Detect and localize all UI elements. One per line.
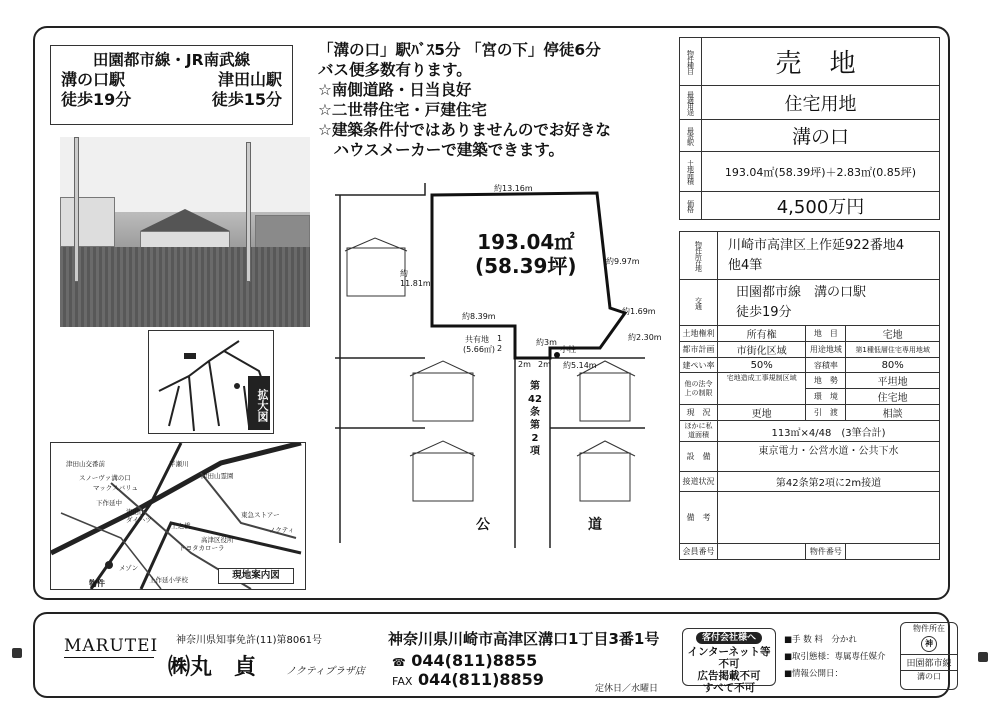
land-category-value: 宅地 [846,326,940,342]
phone-icon: ☎ [392,656,406,669]
fax-label: FAX [392,675,413,688]
road-article-label [528,380,542,458]
location-line1: 川崎市高津区上作延922番地4 [728,237,905,253]
fax [392,670,544,689]
deal-type-line: ■取引態様：専属専任媒介 [784,652,886,662]
traffic-line2: 徒歩19分 [736,304,792,320]
station-value: 溝の口 [702,120,940,152]
dim-label: 約8.39m [462,312,496,321]
map-label: 上作延小学校 [149,576,188,584]
price-label: 価格 [680,192,702,220]
dim-label: 約2.30m [628,333,662,342]
environment-label: 環 境 [806,389,846,405]
use-value: 住宅用地 [702,86,940,120]
holiday-info: 定休日／水曜日 [595,684,659,694]
land-area-value: 193.04㎡(58.39坪)＋2.83㎡(0.85坪) [702,152,940,192]
dim-label: 約5.14m [563,361,597,370]
status-label: 現 況 [680,405,718,421]
logo-underline [64,657,154,658]
stamp-line: すべて不可 [702,682,756,694]
delivery-value: 相談 [846,405,940,421]
map-label: スノーヴァ溝の口 [79,474,131,482]
site-photo [60,137,310,327]
road-article-char: 条 [530,407,540,418]
map-label: マックスバリュ [93,484,138,492]
lot-area-tsubo: (58.39坪) [475,254,577,278]
feature-line: 「溝の口」駅ﾊﾞｽ5分 「宮の下」停徒6分 [318,41,601,59]
road-article-char: 2 [531,433,539,444]
pillar-label: 小柱 [560,345,576,354]
map-label: 津田山 [126,508,146,516]
right-value: 所有権 [718,326,806,342]
prefecture-badge: 神 [921,636,937,652]
note-value [718,492,940,544]
map-label: 東急ストアー [241,511,280,519]
map-label: メゾン [119,564,139,572]
release-date-line: ■情報公開日： [784,669,844,679]
walk-a: 徒歩19分 [61,90,132,109]
zoning-label: 用途地域 [806,342,846,358]
phone-number: 044(811)8855 [411,651,538,670]
terrain-label: 地 勢 [806,373,846,389]
stamp-line: 広告掲載不可 [697,670,761,682]
stamp-heading: 客付会社様へ [696,632,762,644]
map-label: トヨタカローラ [179,544,225,552]
lines-title: 田園都市線・JR南武線 [92,51,251,69]
edge-mark-left [12,648,22,658]
road-article-char: 第 [530,381,540,392]
facility-value: 東京電力・公営水道・公共下水 [718,442,940,472]
member-no-label: 会員番号 [680,544,718,560]
use-label: 最適用途 [680,86,702,120]
property-summary-table [679,37,940,220]
other-law-label: 他の法令上の制限 [680,373,718,405]
coverage-label: 建ぺい率 [680,358,718,373]
type-value: 売 地 [702,38,940,86]
private-road-label: ほかに私道面積 [680,421,718,442]
shared-ratio-top: 1 [497,334,503,343]
station-label: 最寄駅 [680,120,702,152]
zoning-value: 第1種低層住宅専用地域 [846,342,940,358]
walk-b: 徒歩15分 [211,90,282,109]
map-label: ダイハツ [126,516,152,524]
station-b: 津田山駅 [217,70,282,89]
location-value [718,232,940,280]
feature-line: ハウスメーカーで建築できます。 [318,141,564,159]
company-logo: MARUTEI [64,636,159,656]
dim-label: 約1.69m [622,307,656,316]
stamp-line: インターネット等不可 [687,646,771,670]
private-road-value: 113㎡×4/48 (3筆合計) [718,421,940,442]
map-label: 津田山霊園 [201,472,234,480]
feature-line: ☆南側道路・日当良好 [318,81,472,99]
location-index-line: 田園都市線 [901,654,957,671]
lot-area [475,230,577,278]
delivery-label: 引 渡 [806,405,846,421]
member-no-value [718,544,806,560]
photo-house [60,197,115,247]
license-number: 神奈川県知事免許(11)第8061号 [176,635,322,646]
price-value: 4,500万円 [702,192,940,220]
feature-list [318,40,673,160]
map-label: 下作延中 [96,499,122,507]
map-label: 高津区役所 [201,536,234,544]
dim-label: 約3m [536,338,557,347]
map-label: 上之橋 [171,522,191,530]
feature-line: バス便多数有ります。 [318,61,472,79]
photo-pole [246,142,251,282]
shared-land-area: (5.66㎡) [463,345,496,354]
dim-label: 約13.16m [494,184,533,193]
note-label: 備 考 [680,492,718,544]
photo-pole [74,137,79,282]
road-article-char: 42 [528,394,542,405]
lot-area-m2: 193.04㎡ [477,230,575,254]
type-label: 物件種目 [680,38,702,86]
coverage-value: 50% [718,358,806,373]
terrain-value: 平坦地 [846,373,940,389]
feature-line: ☆二世帯住宅・戸建住宅 [318,101,487,119]
facility-label: 設 備 [680,442,718,472]
location-index-station: 溝の口 [917,672,941,681]
edge-mark-right [978,652,988,662]
dim-label: 約9.97m [606,257,640,266]
other-law-value: 宅地造成工事規制区域 [718,373,806,405]
transaction-terms [784,632,886,683]
photo-ground [60,247,310,327]
dim-label: 約11.81m [400,269,431,288]
public-road-label: 公 [476,517,490,533]
public-road-label: 道 [588,517,602,533]
traffic-line1: 田園都市線 溝の口駅 [736,284,867,300]
station-box [50,45,293,125]
road-article-char: 第 [530,420,540,431]
agent-notice-stamp [682,628,776,694]
map-label: ノクティ [269,526,295,534]
location-index-heading: 物件所在 [913,624,945,633]
far-label: 容積率 [806,358,846,373]
road-article-char: 項 [530,446,540,457]
traffic-value [718,280,940,326]
location-line2: 他4筆 [728,257,763,273]
far-value: 80% [846,358,940,373]
company-address: 神奈川県川崎市高津区溝口1丁目3番1号 [388,630,660,648]
location-map-label: 現地案内図 [218,568,294,584]
shared-ratio-bottom: 2 [497,344,503,353]
environment-value: 住宅地 [846,389,940,405]
branch-name: ノクティプラザ店 [286,666,365,677]
map-label: 津田山交番前 [66,460,105,468]
company-name: ㈱丸 貞 [168,655,257,680]
dim-label: 2m [518,360,531,369]
feature-line: ☆建築条件付ではありませんのでお好きな [318,121,611,139]
station-a: 溝の口駅 [61,70,126,89]
property-detail-table [679,231,940,560]
land-area-label: 土地面積 [680,152,702,192]
photo-roof [140,209,230,231]
fee-line: ■手 数 料 分かれ [784,635,857,645]
status-value: 更地 [718,405,806,421]
fax-number: 044(811)8859 [417,670,544,689]
location-index-box [900,622,958,690]
right-label: 土地権利 [680,326,718,342]
dim-label: 2m [538,360,551,369]
city-plan-label: 都市計画 [680,342,718,358]
location-label: 物件所在地 [680,232,718,280]
map-label: 平瀬川 [169,460,189,468]
city-plan-value: 市街化区域 [718,342,806,358]
zoom-map-label: 拡大図 [248,376,270,430]
property-marker-label: 物件 [89,579,105,588]
access-label: 接道状況 [680,472,718,492]
property-no-value [846,544,940,560]
land-category-label: 地 目 [806,326,846,342]
access-value: 第42条第2項に2m接道 [718,472,940,492]
property-no-label: 物件番号 [806,544,846,560]
traffic-label: 交通 [680,280,718,326]
phone [392,651,537,670]
shared-land-label: 共有地 [465,335,489,344]
